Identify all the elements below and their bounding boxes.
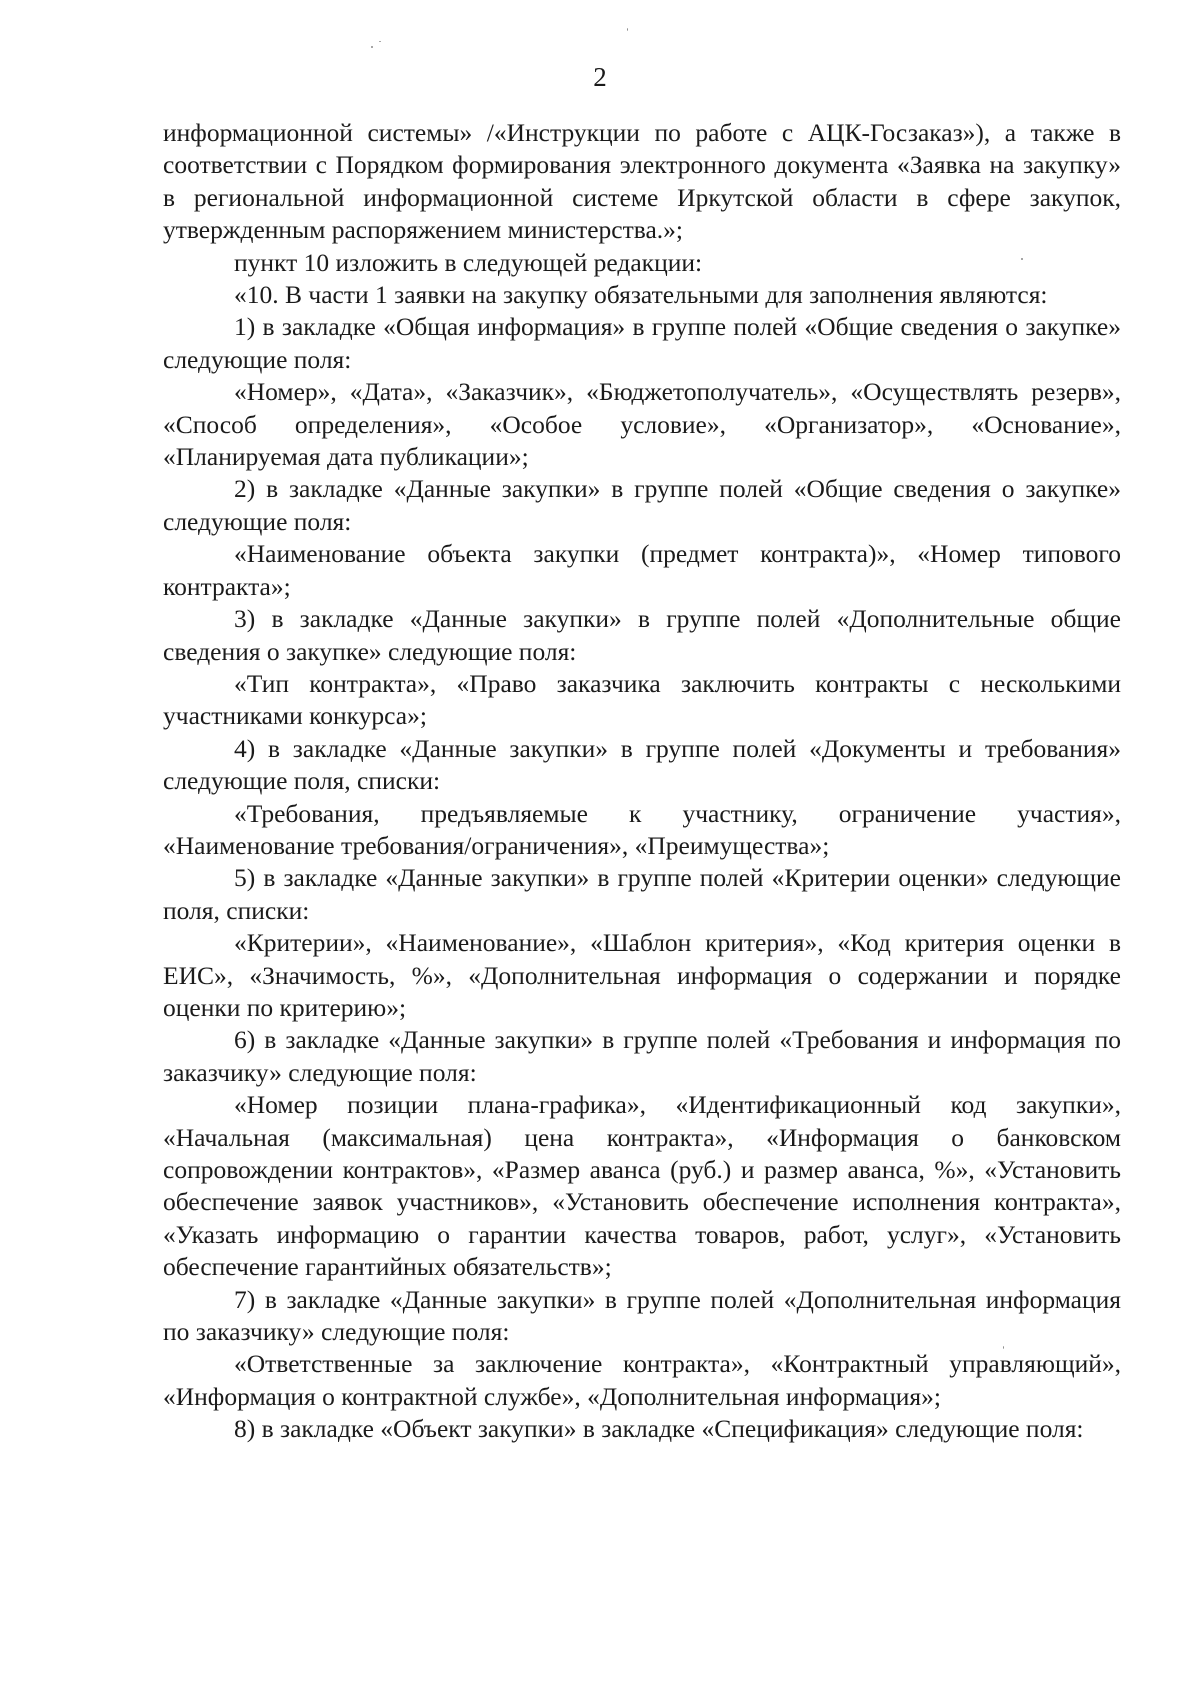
paragraph: «Тип контракта», «Право заказчика заключить контракты с несколькими участниками конкурса»; (163, 668, 1121, 731)
scan-speck (371, 46, 373, 48)
paragraph: «Номер позиции плана-графика», «Идентификационный код закупки», «Начальная (максимальная) цена контракта», «Информация о банковском сопровождении контрактов», «Размер аванса (руб.) и размер аванса, %», «Установить обеспечение заявок участников», «Установить обеспечение исполнения контракта», «Указать информацию о гарантии качества товаров, работ, услуг», «Установить обеспечение гарантийных обязательств»; (163, 1090, 1121, 1282)
paragraph: 2) в закладке «Данные закупки» в группе полей «Общие сведения о закупке» следующие поля: (163, 474, 1121, 536)
paragraph: 5) в закладке «Данные закупки» в группе полей «Критерии оценки» следующие поля, списки: (163, 863, 1121, 925)
scan-speck (627, 28, 628, 31)
scan-speck (379, 41, 381, 42)
paragraph: 6) в закладке «Данные закупки» в группе полей «Требования и информация по заказчику» следующие поля: (163, 1025, 1121, 1087)
paragraph: «Номер», «Дата», «Заказчик», «Бюджетополучатель», «Осуществлять резерв», «Способ определения», «Особое условие», «Организатор», «Основание», «Планируемая дата публикации»; (163, 377, 1121, 472)
paragraph: 4) в закладке «Данные закупки» в группе полей «Документы и требования» следующие поля, списки: (163, 733, 1121, 796)
page-number: 2 (593, 62, 607, 92)
paragraph: 8) в закладке «Объект закупки» в закладке «Спецификация» следующие поля: (234, 1414, 1084, 1444)
paragraph: «Критерии», «Наименование», «Шаблон критерия», «Код критерия оценки в ЕИС», «Значимость, %», «Дополнительная информация о содержании и порядке оценки по критерию»; (163, 928, 1121, 1022)
paragraph: «Наименование объекта закупки (предмет контракта)», «Номер типового контракта»; (163, 539, 1121, 601)
paragraph: 3) в закладке «Данные закупки» в группе полей «Дополнительные общие сведения о закупке» следующие поля: (163, 604, 1121, 666)
paragraph: «Требования, предъявляемые к участнику, ограничение участия», «Наименование требования/ограничения», «Преимущества»; (163, 798, 1121, 860)
document-body (163, 117, 1121, 1446)
paragraph: информационной системы» /«Инструкции по работе с АЦК-Госзаказ»), а также в соответствии с Порядком формирования электронного документа «Заявка на закупку» в региональной информационной системе Иркутской области в сфере закупок, утвержденным распоряжением министерства.»; (163, 118, 1121, 245)
paragraph: 7) в закладке «Данные закупки» в группе полей «Дополнительная информация по заказчику» следующие поля: (163, 1284, 1121, 1347)
paragraph: «Ответственные за заключение контракта», «Контрактный управляющий», «Информация о контрактной службе», «Дополнительная информация»; (163, 1349, 1121, 1411)
paragraph: «10. В части 1 заявки на закупку обязательными для заполнения являются: (234, 280, 1048, 310)
paragraph: 1) в закладке «Общая информация» в группе полей «Общие сведения о закупке» следующие поля: (163, 312, 1121, 374)
paragraph: пункт 10 изложить в следующей редакции: (234, 247, 703, 277)
